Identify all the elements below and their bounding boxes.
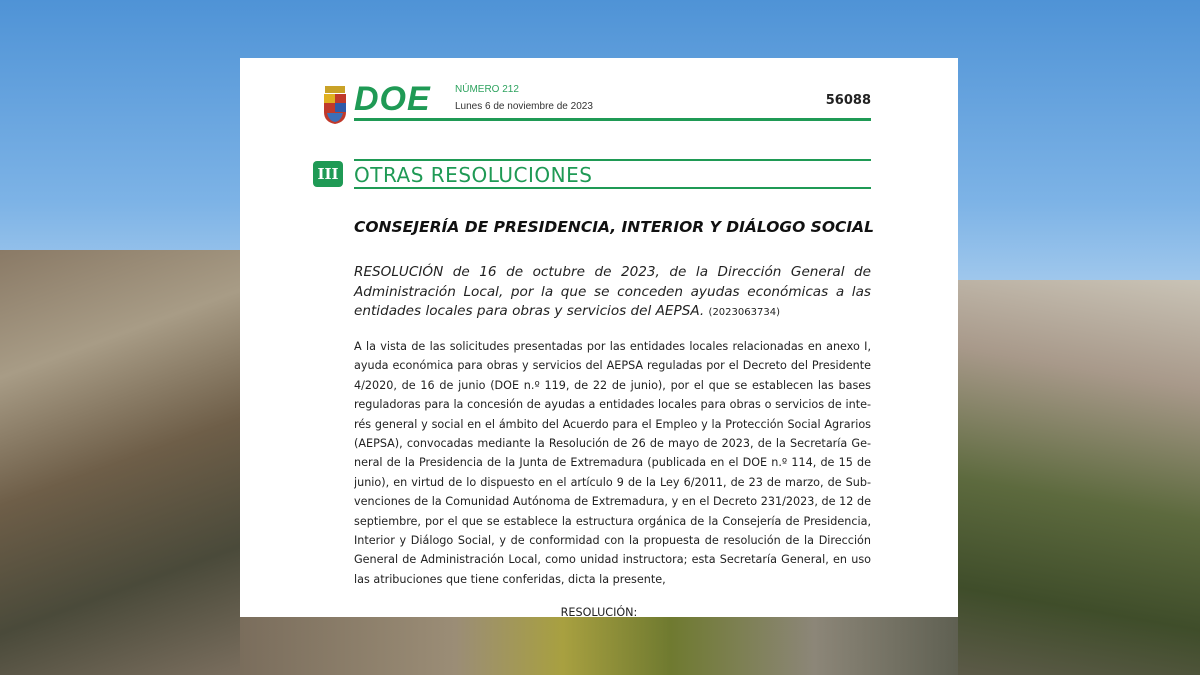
resolution-title-line: RESOLUCIÓN de 16 de octubre de 2023, de la Dirección General de [354, 264, 871, 280]
body-line: ayuda económica para obras y servicios del AEPSA reguladas por el Decreto del Presidente [354, 359, 871, 373]
body-line: reguladoras para la concesión de ayudas a entidades locales para obras o servicios de inte- [354, 398, 871, 412]
background-photo-right [958, 280, 1200, 675]
body-line: General de Administración Local, como unidad instructora; esta Secretaría General, en uso [354, 553, 871, 567]
department-heading: CONSEJERÍA DE PRESIDENCIA, INTERIOR Y DIÁLOGO SOCIAL [354, 218, 875, 236]
section-title: OTRAS RESOLUCIONES [354, 163, 593, 187]
resolution-title [354, 263, 871, 322]
section-badge: III [313, 161, 343, 187]
section-divider-top [354, 159, 871, 161]
body-line: neral de la Presidencia de la Junta de Extremadura (publicada en el DOE n.º 114, de 15 de [354, 456, 871, 470]
body-line: rés general y social en el ámbito del Acuerdo para el Empleo y la Protección Social Agrarios [354, 417, 871, 431]
body-line: venciones de la Comunidad Autónoma de Extremadura, y en el Decreto 231/2023, de 12 de [354, 495, 871, 509]
header-divider [354, 118, 871, 121]
resolution-title-line: Administración Local, por la que se conceden ayudas económicas a las [354, 283, 871, 300]
resolution-heading: RESOLUCIÓN: [560, 606, 638, 617]
document-body [354, 337, 871, 589]
background-photo-left [0, 250, 240, 675]
body-line: (AEPSA), convocadas mediante la Resolución de 26 de mayo de 2023, de la Secretaría Ge- [354, 436, 871, 450]
section-divider-bottom [354, 187, 871, 189]
body-line: Interior y Diálogo Social, y de conformidad con la propuesta de resolución de la Dirección [354, 533, 871, 547]
body-line: junio), en virtud de lo dispuesto en el artículo 9 de la Ley 6/2011, de 23 de marzo, de Sub- [354, 475, 871, 489]
resolution-title-line [354, 302, 871, 322]
body-line: 4/2020, de 16 de junio (DOE n.º 119, de 22 de junio), por el que se establecen las bases [354, 378, 871, 392]
coat-of-arms-icon [323, 86, 347, 124]
resolution-title-text: entidades locales para obras y servicios del AEPSA. [354, 303, 705, 319]
page-number: 56088 [825, 93, 871, 108]
doe-document [240, 58, 958, 617]
issue-number: NÚMERO 212 [455, 84, 519, 95]
background-photo-bottom [240, 617, 958, 675]
body-line: A la vista de las solicitudes presentadas por las entidades locales relacionadas en anexo I, [354, 340, 871, 353]
body-line: septiembre, por el que se establece la estructura orgánica de la Consejería de Presidencia, [354, 514, 871, 528]
body-line: las atribuciones que tiene conferidas, dicta la presente, [354, 572, 666, 586]
resolution-code: (2023063734) [708, 307, 780, 318]
doe-logo: DOE [354, 80, 431, 118]
issue-date: Lunes 6 de noviembre de 2023 [455, 101, 593, 112]
